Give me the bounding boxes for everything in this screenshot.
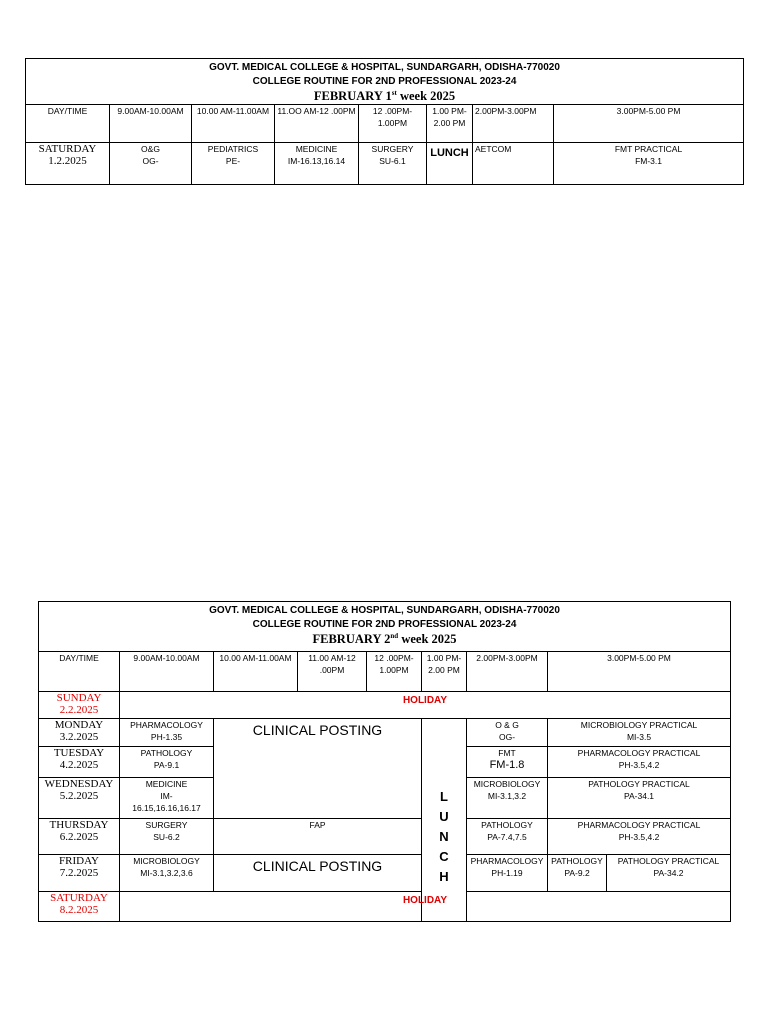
lunch-cell: L U N C H xyxy=(422,719,467,922)
fap-cell: FAP xyxy=(214,819,422,855)
class-cell: MEDICINE IM-16.13,16.14 xyxy=(275,143,359,185)
clinical-posting-cell: CLINICAL POSTING xyxy=(214,719,422,819)
holiday-cell: HOLIDAY xyxy=(120,892,731,922)
class-cell: MICROBIOLOGY PRACTICAL MI-3.5 xyxy=(548,719,731,747)
header-cell: DAY/TIME xyxy=(26,105,110,143)
class-cell: O & G OG- xyxy=(467,719,548,747)
class-cell: PHARMACOLOGY PRACTICAL PH-3.5,4.2 xyxy=(548,747,731,778)
header-cell: DAY/TIME xyxy=(39,652,120,692)
header-cell: 10.00 AM-11.00AM xyxy=(214,652,298,692)
class-cell: PATHOLOGY PRACTICAL PA-34.1 xyxy=(548,778,731,819)
holiday-cell: HOLIDAY xyxy=(120,692,731,719)
day-cell: FRIDAY 7.2.2025 xyxy=(39,855,120,892)
day-cell: THURSDAY 6.2.2025 xyxy=(39,819,120,855)
day-cell: SATURDAY 8.2.2025 xyxy=(39,892,120,922)
class-cell: PATHOLOGY PRACTICAL PA-34.2 xyxy=(607,855,731,892)
day-cell: WEDNESDAY 5.2.2025 xyxy=(39,778,120,819)
class-cell: SURGERY SU-6.2 xyxy=(120,819,214,855)
class-cell: PATHOLOGY PA-7.4,7.5 xyxy=(467,819,548,855)
routine-title: COLLEGE ROUTINE FOR 2ND PROFESSIONAL 2023-24 xyxy=(252,76,517,87)
week1-header xyxy=(26,59,744,105)
header-cell: 9.00AM-10.00AM xyxy=(110,105,192,143)
day-cell: SATURDAY 1.2.2025 xyxy=(26,143,110,185)
table-row xyxy=(39,855,731,892)
day-cell: MONDAY 3.2.2025 xyxy=(39,719,120,747)
routine-title: COLLEGE ROUTINE FOR 2ND PROFESSIONAL 2023-24 xyxy=(252,619,517,630)
class-cell: MICROBIOLOGY MI-3.1,3.2,3.6 xyxy=(120,855,214,892)
header-cell: 3.00PM-5.00 PM xyxy=(548,652,731,692)
class-cell: PHARMACOLOGY PRACTICAL PH-3.5,4.2 xyxy=(548,819,731,855)
time-header-row xyxy=(39,652,731,692)
college-title: GOVT. MEDICAL COLLEGE & HOSPITAL, SUNDARGARH, ODISHA-770020 xyxy=(209,62,560,73)
header-cell: 2.00PM-3.00PM xyxy=(467,652,548,692)
header-cell: 3.00PM-5.00 PM xyxy=(554,105,744,143)
day-cell: TUESDAY 4.2.2025 xyxy=(39,747,120,778)
class-cell: PATHOLOGY PA-9.2 xyxy=(548,855,607,892)
header-cell: 12 .00PM-1.00PM xyxy=(359,105,427,143)
header-cell: 12 .00PM-1.00PM xyxy=(367,652,422,692)
table-row xyxy=(39,719,731,747)
week2-routine-table xyxy=(38,601,731,922)
header-cell: 11.OO AM-12 .00PM xyxy=(275,105,359,143)
day-cell: SUNDAY 2.2.2025 xyxy=(39,692,120,719)
class-cell: PATHOLOGY PA-9.1 xyxy=(120,747,214,778)
class-cell: AETCOM xyxy=(473,143,554,185)
header-cell: 11.00 AM-12 .00PM xyxy=(298,652,367,692)
week1-routine-table xyxy=(25,58,744,185)
clinical-posting-cell: CLINICAL POSTING xyxy=(214,855,422,892)
lunch-cell: LUNCH xyxy=(427,143,473,185)
table-row xyxy=(39,892,731,922)
table-row xyxy=(39,692,731,719)
header-cell: 1.00 PM-2.00 PM xyxy=(427,105,473,143)
header-cell: 1.00 PM-2.00 PM xyxy=(422,652,467,692)
week-title: FEBRUARY 2nd week 2025 xyxy=(312,631,457,646)
class-cell: SURGERY SU-6.1 xyxy=(359,143,427,185)
week-title: FEBRUARY 1st week 2025 xyxy=(313,88,456,103)
class-cell: PHARMACOLOGY PH-1.19 xyxy=(467,855,548,892)
time-header-row xyxy=(26,105,744,143)
header-cell: 10.00 AM-11.00AM xyxy=(192,105,275,143)
class-cell: MEDICINE IM- 16.15,16.16,16.17 xyxy=(120,778,214,819)
header-cell: 2.00PM-3.00PM xyxy=(473,105,554,143)
college-title: GOVT. MEDICAL COLLEGE & HOSPITAL, SUNDARGARH, ODISHA-770020 xyxy=(209,605,560,616)
table-row xyxy=(39,819,731,855)
class-cell: PEDIATRICS PE- xyxy=(192,143,275,185)
table-row xyxy=(26,143,744,185)
header-cell: 9.00AM-10.00AM xyxy=(120,652,214,692)
class-cell: FMT FM-1.8 xyxy=(467,747,548,778)
class-cell: O&G OG- xyxy=(110,143,192,185)
class-cell: PHARMACOLOGY PH-1.35 xyxy=(120,719,214,747)
week2-header xyxy=(39,602,731,652)
class-cell: FMT PRACTICAL FM-3.1 xyxy=(554,143,744,185)
class-cell: MICROBIOLOGY MI-3.1,3.2 xyxy=(467,778,548,819)
